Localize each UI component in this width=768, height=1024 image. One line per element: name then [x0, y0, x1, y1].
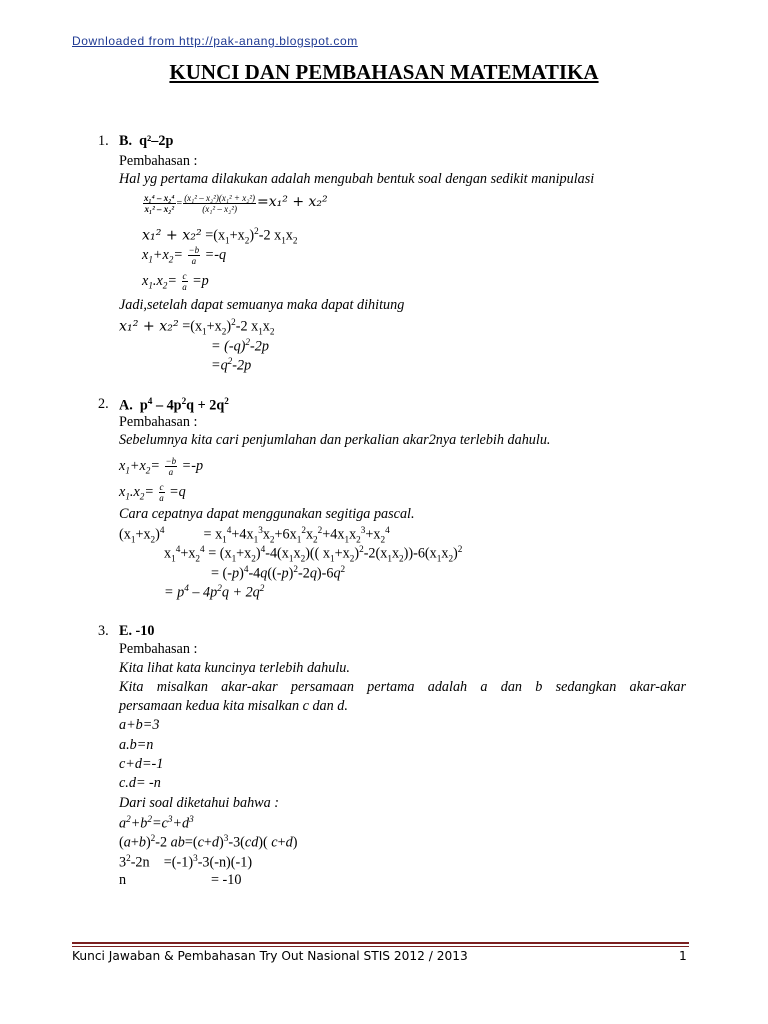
q1-step-1: $x_1^2 + x_2^2 =(x_1+x_2)^2-2$ $x_1x_2$: [119, 317, 275, 337]
footer-rule-thin: [72, 946, 689, 947]
q3-result-value: = -10: [211, 872, 242, 888]
q2-number: 2.: [98, 396, 109, 412]
q3-given: $a^2+b^2=c^3+d^3$: [119, 814, 194, 832]
q1-vieta-sum: $x_1+x_2=$ $\frac{-b}{a}$ =-q: [142, 245, 227, 266]
footer-text: Kunci Jawaban & Pembahasan Try Out Nasional STIS 2012 / 2013: [72, 949, 468, 963]
q1-step-2: = $(-q)^2-2p$: [211, 337, 269, 355]
q1-step-3: $=q^2-2p$: [211, 356, 252, 374]
q3-result-label: n: [119, 872, 127, 888]
q2-intro: Sebelumnya kita cari penjumlahan dan perkalian akar2nya terlebih dahulu.: [119, 432, 551, 448]
q2-answer: A. $p^4 - 4p^2q + 2q^2$: [119, 396, 229, 414]
q2-step-1: $x_1^4+x_2^4 = (x_1+x_2)^4-4(x_1x_2)$(( $x_1+x_2)^2-2(x_1x_2))-6(x_1x_2)^2$: [164, 544, 463, 564]
q2-vieta-sum: $x_1+x_2=$ $\frac{-b}{a}$ =-p: [119, 456, 204, 477]
q1-vieta-product: $x_1.x_2=$ $\frac{c}{a}$ =p: [142, 271, 209, 292]
q1-conclusion: Jadi,setelah dapat semuanya maka dapat dihitung: [119, 297, 405, 313]
q2-expansion: $(x_1+x_2)^4$ = $x_1^4+4x_1^3x_2+6x_1^2x_2^2+4x_1x_2^3+x_2^4$: [119, 525, 390, 545]
q1-fraction-manipulation: $\frac{\text{x₁⁴ – x₂⁴}}{\text{x₁² – x₂²}}$ = $\frac{\text{(x₁² – x₂²)(x₁² + x₂²)}}{\text{(x₁² – x₂²)}}$ =x₁² + x₂²: [144, 193, 328, 214]
q2-step-3: = $p^4 - 4p^2q + 2q^2$: [164, 583, 265, 601]
q3-step-2: $3^2-2n$ $=(-1)^3-3(-n)(-1)$: [119, 853, 253, 871]
download-source-link[interactable]: Downloaded from http://pak-anang.blogspot.com: [72, 34, 358, 48]
page-number: 1: [679, 949, 687, 963]
q3-line-3: persamaan kedua kita misalkan c dan d.: [119, 698, 348, 714]
q3-eq-3: c+d=-1: [119, 756, 164, 772]
q1-intro: Hal yg pertama dilakukan adalah mengubah bentuk soal dengan sedikit manipulasi: [119, 171, 595, 187]
q3-number: 3.: [98, 623, 109, 639]
q2-vieta-product: $x_1.x_2=$ $\frac{c}{a}$ =q: [119, 482, 186, 503]
q2-label: Pembahasan :: [119, 414, 198, 430]
q3-known: Dari soal diketahui bahwa :: [119, 795, 279, 811]
q3-step-1: $(a+b)^2-2$ $ab=(c+d)^3-3(cd)$( c+d): [119, 833, 298, 851]
q2-pascal-note: Cara cepatnya dapat menggunakan segitiga pascal.: [119, 506, 415, 522]
q1-number: 1.: [98, 133, 109, 149]
page-title: KUNCI DAN PEMBAHASAN MATEMATIKA: [169, 60, 599, 84]
q1-label: Pembahasan :: [119, 153, 198, 169]
q1-answer: B. q²–2p: [119, 133, 174, 149]
q3-line-2: Kita misalkan akar-akar persamaan pertama adalah a dan b sedangkan akar-akar: [119, 679, 686, 695]
q3-eq-1: a+b=3: [119, 717, 160, 733]
q1-sum-squares: $x_1^2 + x_2^2 =(x_1+x_2)^2-2$ $x_1x_2$: [142, 226, 298, 246]
q3-answer: E. -10: [119, 623, 155, 639]
q3-eq-2: a.b=n: [119, 737, 154, 753]
q3-label: Pembahasan :: [119, 641, 198, 657]
footer-rule-thick: [72, 942, 689, 944]
q3-line-1: Kita lihat kata kuncinya terlebih dahulu.: [119, 660, 350, 676]
q2-step-2: = $(-p)^4-4q((-p)^2-2q)-6q^2$: [211, 564, 346, 582]
q3-eq-4: c.d= -n: [119, 775, 161, 791]
